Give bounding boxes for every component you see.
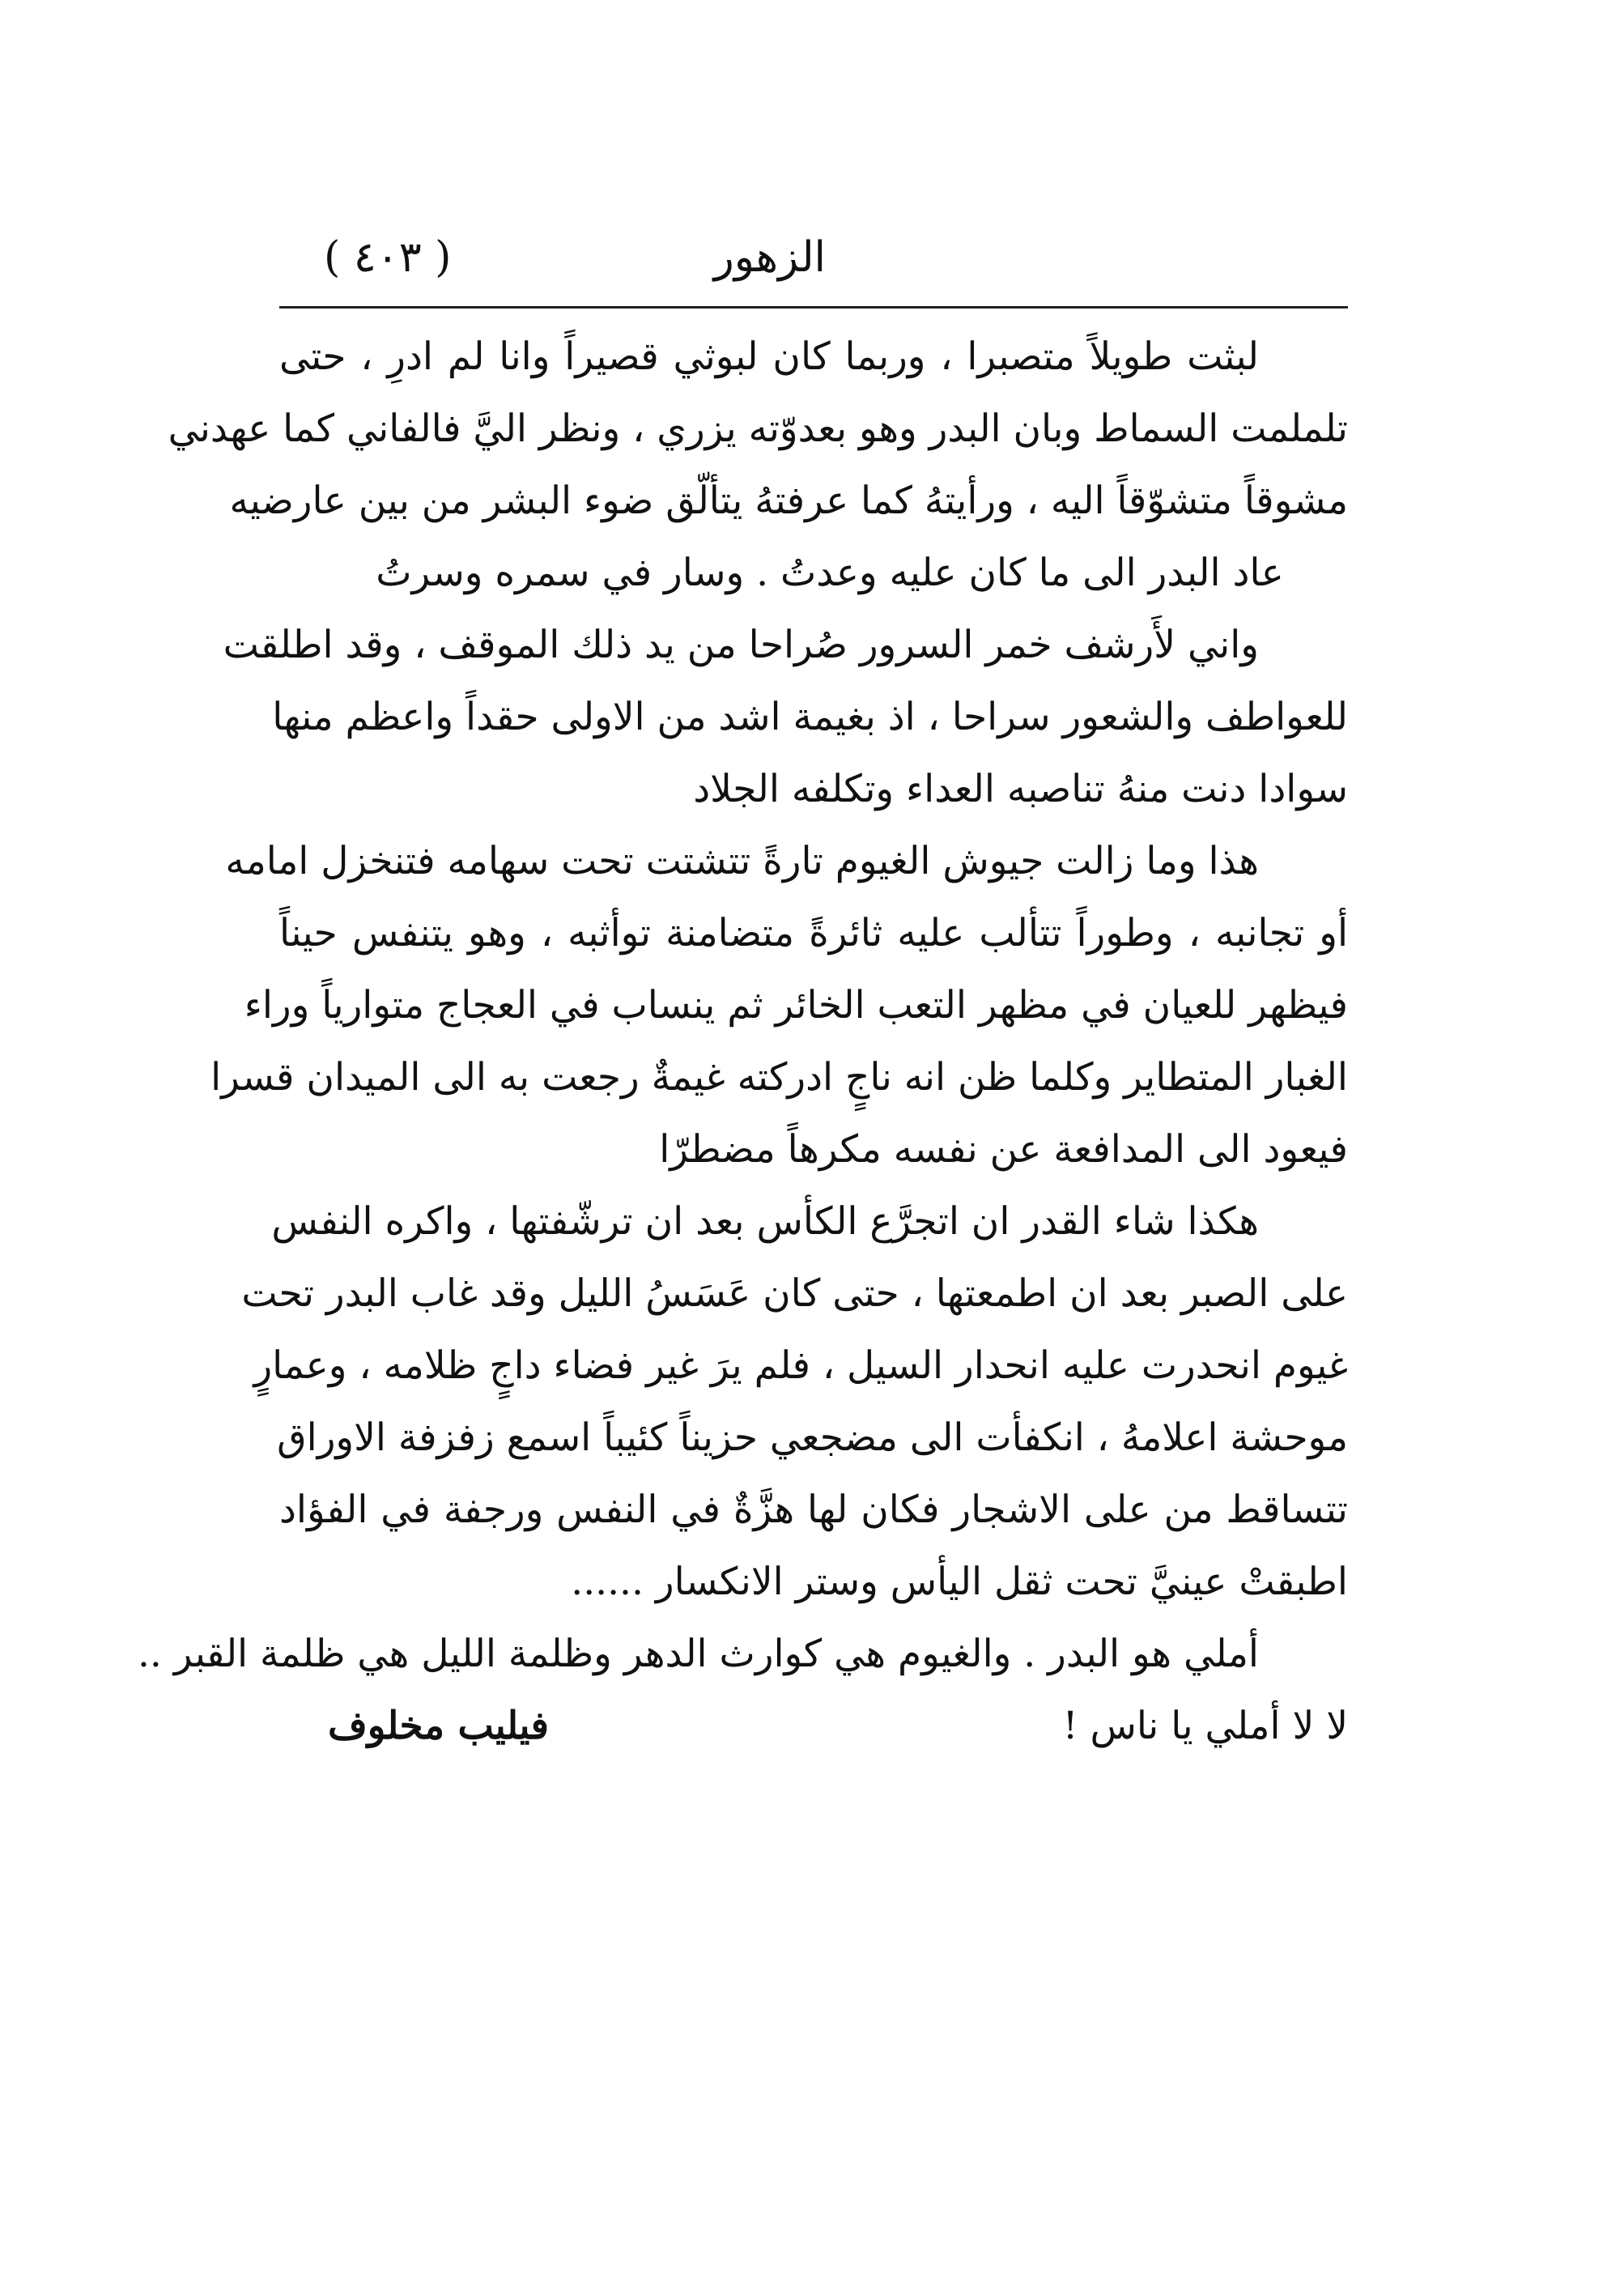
- text-line: الغبار المتطاير وكلما ظن انه ناجٍ ادركته غيمةٌ رجعت به الى الميدان قسرا: [210, 1055, 1348, 1100]
- text-line: اطبقتْ عينيَّ تحت ثقل اليأس وستر الانكسار ......: [571, 1560, 1348, 1604]
- text-line: أملي هو البدر . والغيوم هي كوارث الدهر وظلمة الليل هي ظلمة القبر ..: [137, 1632, 1259, 1676]
- text-line: هكذا شاء القدر ان اتجرَّع الكأس بعد ان ترشّفتها ، واكره النفس: [271, 1199, 1259, 1244]
- text-line: تتساقط من على الاشجار فكان لها هزَّةٌ في النفس ورجفة في الفؤاد: [279, 1487, 1348, 1532]
- page-number: ( ٤٠٣ ): [324, 233, 452, 282]
- text-line: فيظهر للعيان في مظهر التعب الخائر ثم ينساب في العجاج متوارياً وراء: [244, 983, 1348, 1028]
- text-line: سوادا دنت منهُ تناصبه العداء وتكلفه الجلاد: [693, 767, 1348, 811]
- text-line: مشوقاً متشوّقاً اليه ، ورأيتهُ كما عرفتهُ يتألّق ضوء البشر من بين عارضيه: [229, 479, 1348, 523]
- closing-line: لا لا أملي يا ناس !: [1062, 1704, 1348, 1748]
- running-title: الزهور: [713, 233, 826, 282]
- text-line: هذا وما زالت جيوش الغيوم تارةً تتشتت تحت سهامه فتنخزل امامه: [225, 839, 1259, 883]
- text-line: على الصبر بعد ان اطمعتها ، حتى كان عَسَسُ الليل وقد غاب البدر تحت: [241, 1271, 1348, 1316]
- text-line: غيوم انحدرت عليه انحدار السيل ، فلم يرَ غير فضاء داجٍ ظلامه ، وعمارٍ: [253, 1343, 1348, 1388]
- text-line: عاد البدر الى ما كان عليه وعدتُ . وسار في سمره وسرتُ: [376, 551, 1284, 595]
- article-body: [137, 321, 1348, 1767]
- text-line: للعواطف والشعور سراحا ، اذ بغيمة اشد من الاولى حقداً واعظم منها: [272, 695, 1348, 739]
- text-line: موحشة اعلامهُ ، انكفأت الى مضجعي حزيناً كئيباً اسمع زفزفة الاوراق: [277, 1415, 1348, 1460]
- text-line: تلملمت السماط وبان البدر وهو بعدوّته يزري ، ونظر اليَّ فالفاني كما عهدني: [168, 406, 1348, 451]
- text-line: لبثت طويلاً متصبرا ، وربما كان لبوثي قصيراً وانا لم ادرِ ، حتى: [279, 334, 1259, 379]
- header-rule: [279, 306, 1348, 309]
- text-line: أو تجانبه ، وطوراً تتألب عليه ثائرةً متضامنة توأثبه ، وهو يتنفس حيناً: [279, 911, 1348, 955]
- text-line: واني لأَرشف خمر السرور صُراحا من يد ذلك الموقف ، وقد اطلقت: [223, 623, 1259, 667]
- page-header: [275, 225, 1344, 298]
- text-line: فيعود الى المدافعة عن نفسه مكرهاً مضطرّا: [659, 1127, 1348, 1172]
- author-signature: فيليب مخلوف: [328, 1704, 549, 1748]
- closing-row: [279, 1690, 1348, 1767]
